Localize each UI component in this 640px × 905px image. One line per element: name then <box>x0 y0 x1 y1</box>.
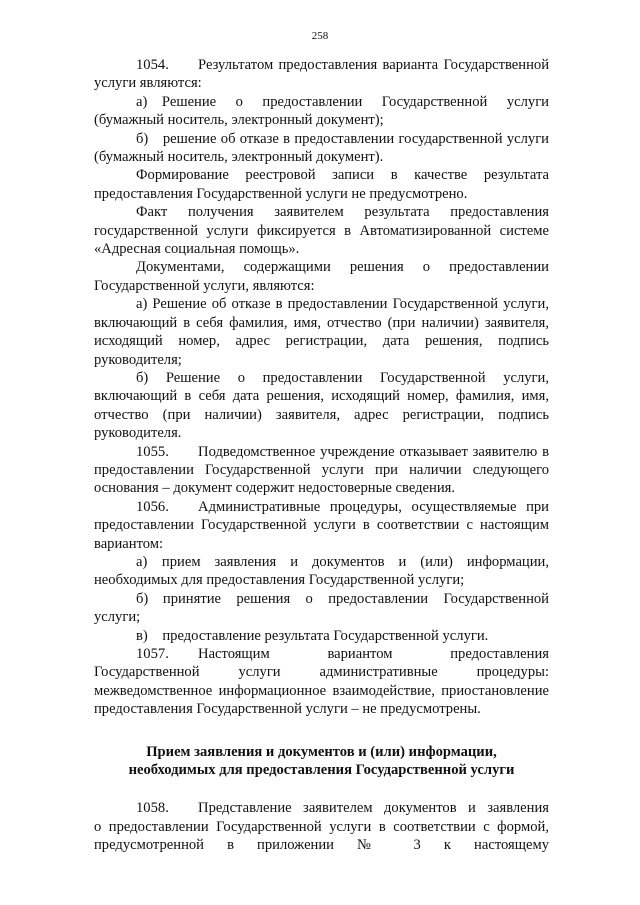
paragraph-1055: 1055. Подведомственное учреждение отказывает заявителю в предоставлении Государственной услуги при наличии следующего основания – документ содержит недостоверные сведения. <box>94 443 549 497</box>
paragraph-1057: 1057. Настоящим вариантом предоставления Государственной услуги административные процедуры: межведомственное информационное взаимодействие, приостановление предоставления Государственной услуги – не предусмотрены. <box>94 646 549 718</box>
paragraph-1058-line-3: предусмотренной в приложении № 3 к настоящему <box>94 837 549 854</box>
paragraph-1058-line-1: 1058. Представление заявителем документов и заявления <box>136 800 549 817</box>
paragraph-decision-documents: Документами, содержащими решения о предоставлении Государственной услуги, являются: <box>94 259 549 294</box>
paragraph-1056-a: а) прием заявления и документов и (или) информации, необходимых для предоставления Государственной услуги; <box>94 553 549 589</box>
paragraph-registry-record: Формирование реестровой записи в качестве результата предоставления Государственной услуги не предусмотрено. <box>94 167 549 202</box>
paragraph-1056-b: б) принятие решения о предоставлении Государственной услуги; <box>94 590 549 626</box>
paragraph-decision-documents-a: а) Решение об отказе в предоставлении Государственной услуги, включающий в себя фамилия, имя, отчество (при наличии) заявителя, исходящий номер, адрес регистрации, дата решения, подпись руководителя; <box>94 296 549 368</box>
paragraph-1054-b: б) решение об отказе в предоставлении государственной услуги (бумажный носитель, электронный документ). <box>94 130 549 166</box>
section-heading <box>94 743 549 780</box>
paragraph-fact-of-receipt: Факт получения заявителем результата предоставления государственной услуги фиксируется в Автоматизированной системе «Адресная социальная помощь». <box>94 204 549 258</box>
paragraph-1054: 1054. Результатом предоставления варианта Государственной услуги являются: <box>94 57 549 92</box>
paragraph-1056: 1056. Административные процедуры, осуществляемые при предоставлении Государственной услуги в соответствии с настоящим вариантом: <box>94 498 549 552</box>
paragraph-1058-line-2: о предоставлении Государственной услуги в соответствии с формой, <box>94 818 549 835</box>
section-heading-line-1: Прием заявления и документов и (или) информации, <box>146 743 497 760</box>
document-body <box>94 56 549 855</box>
paragraph-1054-a: а) Решение о предоставлении Государственной услуги (бумажный носитель, электронный документ); <box>94 93 549 129</box>
paragraph-decision-documents-b: б) Решение о предоставлении Государственной услуги, включающий в себя дата решения, исходящий номер, фамилия, имя, отчество (при наличии) заявителя, адрес регистрации, подпись руководителя. <box>94 369 549 442</box>
page-number: 258 <box>311 30 329 42</box>
section-heading-line-2: необходимых для предоставления Государственной услуги <box>128 762 515 779</box>
paragraph-1056-c: в) предоставление результата Государственной услуги. <box>136 627 489 644</box>
